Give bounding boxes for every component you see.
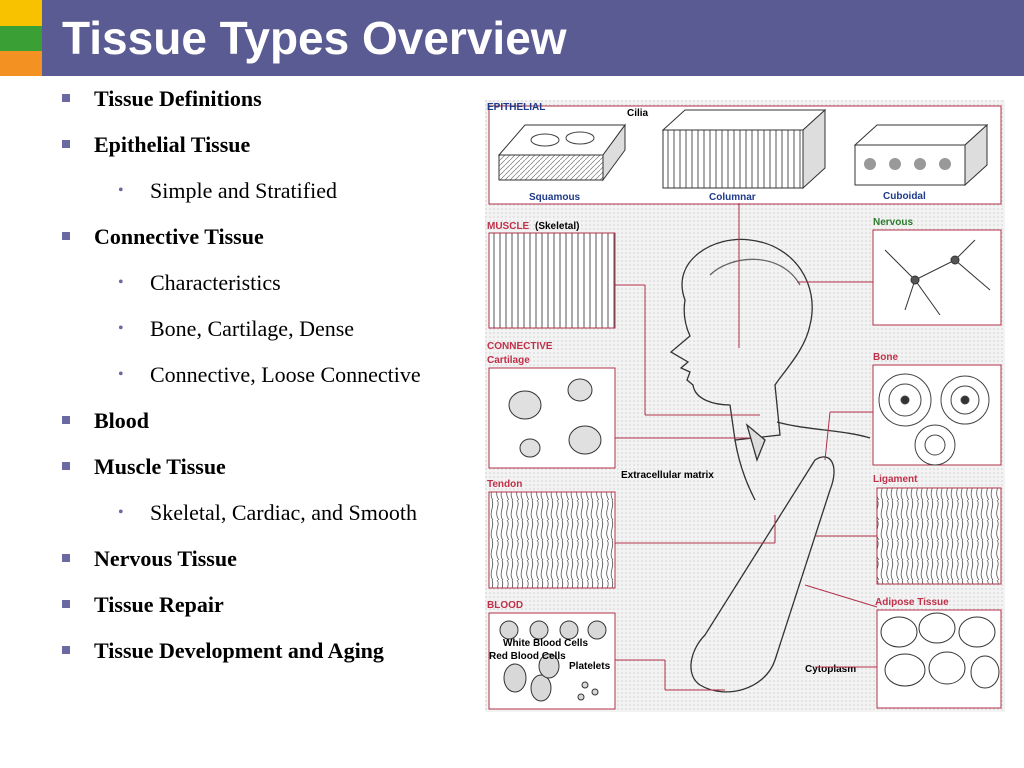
label-columnar: Columnar xyxy=(709,192,756,203)
dot-bullet-icon: • xyxy=(118,274,124,291)
label-cuboidal: Cuboidal xyxy=(883,191,926,202)
outline-text: Simple and Stratified xyxy=(150,178,337,203)
outline-text: Epithelial Tissue xyxy=(94,132,251,157)
square-bullet-icon xyxy=(62,94,70,102)
outline-text: Skeletal, Cardiac, and Smooth xyxy=(150,500,417,525)
square-bullet-icon xyxy=(62,554,70,562)
bone-panel xyxy=(873,365,1001,465)
square-bullet-icon xyxy=(62,416,70,424)
label-adipose: Adipose Tissue xyxy=(875,597,949,608)
square-bullet-icon xyxy=(62,646,70,654)
label-white-blood-cells: White Blood Cells xyxy=(503,638,588,649)
slide-title: Tissue Types Overview xyxy=(62,12,567,64)
dot-bullet-icon: • xyxy=(118,320,124,337)
outline-text: Bone, Cartilage, Dense xyxy=(150,316,355,341)
label-bone: Bone xyxy=(873,352,898,363)
cuboidal-drawing xyxy=(855,125,987,185)
square-bullet-icon xyxy=(62,232,70,240)
label-platelets: Platelets xyxy=(569,661,611,672)
label-blood: BLOOD xyxy=(487,600,524,611)
outline-text: Characteristics xyxy=(150,270,281,295)
label-ligament: Ligament xyxy=(873,474,918,485)
accent-green xyxy=(0,26,42,51)
muscle-panel xyxy=(489,233,615,328)
square-bullet-icon xyxy=(62,140,70,148)
outline-text: Nervous Tissue xyxy=(94,546,237,571)
label-nervous: Nervous xyxy=(873,217,914,228)
dot-bullet-icon: • xyxy=(118,366,124,383)
square-bullet-icon xyxy=(62,462,70,470)
label-skeletal: (Skeletal) xyxy=(535,221,580,232)
tendon-panel xyxy=(489,492,615,588)
accent-orange xyxy=(0,51,42,76)
outline-text: Connective Tissue xyxy=(94,224,264,249)
label-cilia: Cilia xyxy=(627,108,649,119)
outline-text: Connective, Loose Connective xyxy=(150,362,421,387)
label-extracellular-matrix: Extracellular matrix xyxy=(621,470,714,481)
label-red-blood-cells: Red Blood Cells xyxy=(489,651,566,662)
accent-yellow xyxy=(0,0,42,26)
columnar-drawing xyxy=(663,110,825,188)
label-connective: CONNECTIVE xyxy=(487,341,553,352)
square-bullet-icon xyxy=(62,600,70,608)
ligament-panel xyxy=(877,488,1001,584)
label-cartilage: Cartilage xyxy=(487,355,530,366)
label-squamous: Squamous xyxy=(529,192,581,203)
title-bar xyxy=(0,0,1024,76)
outline-text: Muscle Tissue xyxy=(94,454,226,479)
outline-text: Tissue Definitions xyxy=(94,86,262,111)
tissue-diagram-svg xyxy=(485,100,1005,712)
label-epithelial: EPITHELIAL xyxy=(487,102,546,113)
cartilage-panel xyxy=(489,368,615,468)
outline-text: Tissue Development and Aging xyxy=(94,638,384,663)
dot-bullet-icon: • xyxy=(118,504,124,521)
tissue-illustration xyxy=(485,100,1005,712)
outline-text: Tissue Repair xyxy=(94,592,224,617)
squamous-drawing xyxy=(499,125,625,180)
label-muscle: MUSCLE xyxy=(487,221,530,232)
dot-bullet-icon: • xyxy=(118,182,124,199)
outline-text: Blood xyxy=(94,408,150,433)
label-cytoplasm: Cytoplasm xyxy=(805,664,857,675)
label-tendon: Tendon xyxy=(487,479,523,490)
